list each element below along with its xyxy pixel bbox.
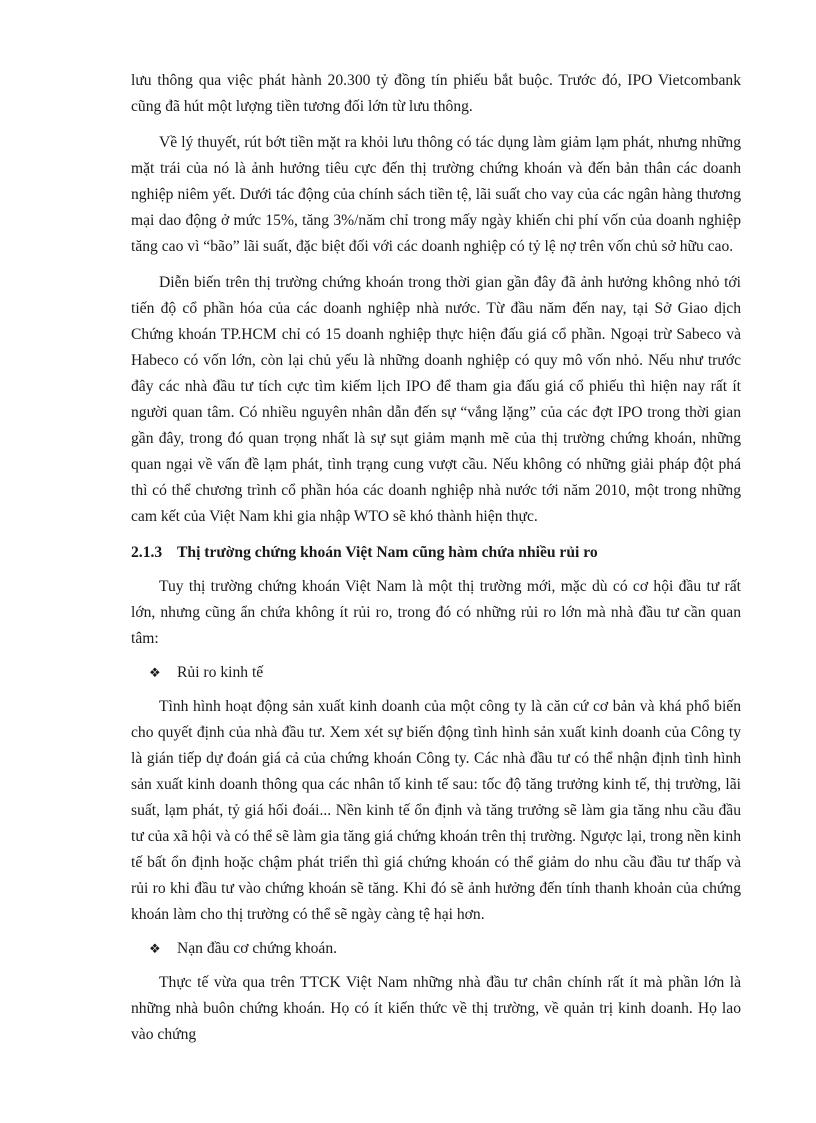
paragraph-continuation: lưu thông qua việc phát hành 20.300 tỷ đồng tín phiếu bắt buộc. Trước đó, IPO Vietcombank cũng đã hút một lượng tiền tương đối lớn từ lưu thông. <box>131 72 741 115</box>
section-heading <box>131 540 741 566</box>
diamond-bullet-icon: ❖ <box>149 665 161 680</box>
bullet-speculation <box>131 936 741 962</box>
paragraph-intro-risks: Tuy thị trường chứng khoán Việt Nam là một thị trường mới, mặc dù có cơ hội đầu tư rất lớn, nhưng cũng ẩn chứa không ít rủi ro, trong đó có những rủi ro lớn mà nhà đầu tư cần quan tâm: <box>131 578 741 647</box>
bullet-label: Nạn đầu cơ chứng khoán. <box>177 940 338 957</box>
page-content <box>131 68 741 1048</box>
section-number: 2.1.3 <box>131 544 163 561</box>
paragraph-economic-risk: Tình hình hoạt động sản xuất kinh doanh của một công ty là căn cứ cơ bản và khá phổ biến cho quyết định của nhà đầu tư. Xem xét sự biến động tình hình sản xuất kinh doanh của Công ty là gián tiếp dự đoán giá cả của chứng khoán Công ty. Các nhà đầu tư có thể nhận định tình hình sản xuất kinh doanh thông qua các nhân tố kinh tế sau: tốc độ tăng trưởng kinh tế, thị trường, lãi suất, lạm phát, tỷ giá hối đoái... Nền kinh tế ổn định và tăng trưởng sẽ làm gia tăng nhu cầu đầu tư của xã hội và có thể sẽ làm gia tăng giá chứng khoán trên thị trường. Ngược lại, trong nền kinh tế bất ổn định hoặc chậm phát triển thì giá chứng khoán có thể giảm do nhu cầu đầu tư thấp và rủi ro khi đầu tư vào chứng khoán sẽ tăng. Khi đó sẽ ảnh hưởng đến tính thanh khoản của chứng khoán làm cho thị trường có thể sẽ ngày càng tệ hại hơn. <box>131 698 741 923</box>
paragraph-market-developments: Diễn biến trên thị trường chứng khoán trong thời gian gần đây đã ảnh hưởng không nhỏ tới tiến độ cổ phần hóa của các doanh nghiệp nhà nước. Từ đầu năm đến nay, tại Sở Giao dịch Chứng khoán TP.HCM chỉ có 15 doanh nghiệp thực hiện đấu giá cổ phần. Ngoại trừ Sabeco và Habeco có vốn lớn, còn lại chủ yếu là những doanh nghiệp có quy mô vốn nhỏ. Nếu như trước đây các nhà đầu tư tích cực tìm kiếm lịch IPO để tham gia đấu giá cổ phiếu thì hiện nay rất ít người quan tâm. Có nhiều nguyên nhân dẫn đến sự “vắng lặng” của các đợt IPO trong thời gian gần đây, trong đó quan trọng nhất là sự sụt giảm mạnh mẽ của thị trường chứng khoán, những quan ngại về vấn đề lạm phát, tình trạng cung vượt cầu. Nếu không có những giải pháp đột phá thì có thể chương trình cổ phần hóa các doanh nghiệp nhà nước tới năm 2010, một trong những cam kết của Việt Nam khi gia nhập WTO sẽ khó thành hiện thực. <box>131 274 741 525</box>
section-title: Thị trường chứng khoán Việt Nam cũng hàm chứa nhiều rủi ro <box>177 544 598 561</box>
diamond-bullet-icon: ❖ <box>149 941 161 956</box>
paragraph-speculation: Thực tế vừa qua trên TTCK Việt Nam những nhà đầu tư chân chính rất ít mà phần lớn là những nhà buôn chứng khoán. Họ có ít kiến thức về thị trường, về quản trị kinh doanh. Họ lao vào chứng <box>131 974 741 1043</box>
bullet-label: Rủi ro kinh tế <box>177 664 264 681</box>
paragraph-theory: Về lý thuyết, rút bớt tiền mặt ra khỏi lưu thông có tác dụng làm giảm lạm phát, nhưng những mặt trái của nó là ảnh hưởng tiêu cực đến thị trường chứng khoán và đến bản thân các doanh nghiệp niêm yết. Dưới tác động của chính sách tiền tệ, lãi suất cho vay của các ngân hàng thương mại dao động ở mức 15%, tăng 3%/năm chỉ trong mấy ngày khiến chi phí vốn của doanh nghiệp tăng cao vì “bão” lãi suất, đặc biệt đối với các doanh nghiệp có tỷ lệ nợ trên vốn chủ sở hữu cao. <box>131 134 741 255</box>
bullet-economic-risk <box>131 660 741 686</box>
